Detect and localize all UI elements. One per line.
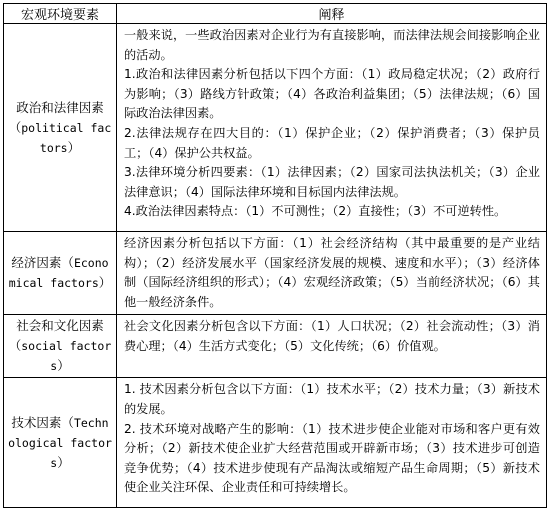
- factor-name-en: political factors: [21, 120, 112, 155]
- factor-name-en: Technological factors: [8, 415, 112, 470]
- desc-cell-technology: [117, 378, 547, 508]
- desc-paragraph: 经济因素分析包括以下方面：（1）社会经济结构（其中最重要的是产业结构）；（2）经济发展水平（国家经济发展的规模、速度和水平）；（3）经济体制（国际经济组织的形式）；（4）宏观经济政策；（5）当前经济状况；（6）其他一般经济条件。: [124, 236, 540, 309]
- desc-paragraph: 社会文化因素分析包含以下方面：（1）人口状况；（2）社会流动性；（3）消费心理；（4）生活方式变化；（5）文化传统；（6）价值观。: [124, 319, 540, 353]
- factor-name-close: ）: [67, 139, 81, 155]
- table-row-social: [4, 315, 547, 378]
- factor-name-cn: 政治和法律因素（: [8, 99, 104, 135]
- desc-cell-economic: [117, 232, 547, 315]
- desc-paragraph: 2.法律法规存在四大目的：（1）保护企业；（2）保护消费者；（3）保护员工；（4）保护公共权益。: [124, 125, 540, 160]
- table-row-political: [4, 24, 547, 232]
- table-row-economic: [4, 232, 547, 315]
- factor-cell-political: [4, 24, 117, 232]
- factor-name-cn: 经济因素（: [11, 255, 74, 271]
- factor-name-en: social factors: [21, 339, 112, 374]
- desc-paragraph: 1. 技术因素分析包含以下方面：（1）技术水平；（2）技术力量；（3）新技术的发展。: [124, 382, 540, 416]
- desc-cell-political: [117, 24, 547, 232]
- factor-name-cn: 技术因素（: [11, 414, 74, 430]
- desc-cell-social: [117, 315, 547, 378]
- header-factor: 宏观环境要素: [4, 4, 117, 24]
- factor-name-cn: 社会和文化因素（: [8, 318, 104, 354]
- desc-paragraph: 4.政治法律因素特点：（1）不可测性；（2）直接性；（3）不可逆转性。: [124, 204, 507, 219]
- header-explanation: 阐释: [117, 4, 547, 24]
- macro-environment-table: [3, 3, 547, 508]
- factor-name-en: Economical factors: [8, 256, 109, 291]
- factor-cell-social: [4, 315, 117, 378]
- factor-name-close: ）: [98, 275, 112, 291]
- desc-paragraph: 2. 技术环境对战略产生的影响：（1）技术进步使企业能对市场和客户更有效分析；（2）新技术使企业扩大经营范围或开辟新市场；（3）技术进步可创造竞争优势；（4）技术进步使现有产品淘汰或缩短产品生命周期；（5）新技术使企业关注环保、企业责任和可持续增长。: [124, 421, 540, 495]
- desc-paragraph: 3.法律环境分析四要素：（1）法律因素；（2）国家司法执法机关；（3）企业法律意识；（4）国际法律环境和目标国内法律法规。: [124, 165, 540, 199]
- factor-cell-economic: [4, 232, 117, 315]
- factor-name-close: ）: [57, 358, 70, 374]
- desc-paragraph: 一般来说，一些政治因素对企业行为有直接影响，而法律法规会间接影响企业的活动。: [124, 28, 540, 62]
- factor-cell-technology: [4, 378, 117, 508]
- header-row: [4, 4, 547, 24]
- table-row-technology: [4, 378, 547, 508]
- factor-name-close: ）: [57, 454, 70, 470]
- desc-paragraph: 1.政治和法律因素分析包括以下四个方面：（1）政局稳定状况；（2）政府行为影响；（3）路线方针政策；（4）各政治利益集团；（5）法律法规；（6）国际政治法律因素。: [124, 67, 540, 121]
